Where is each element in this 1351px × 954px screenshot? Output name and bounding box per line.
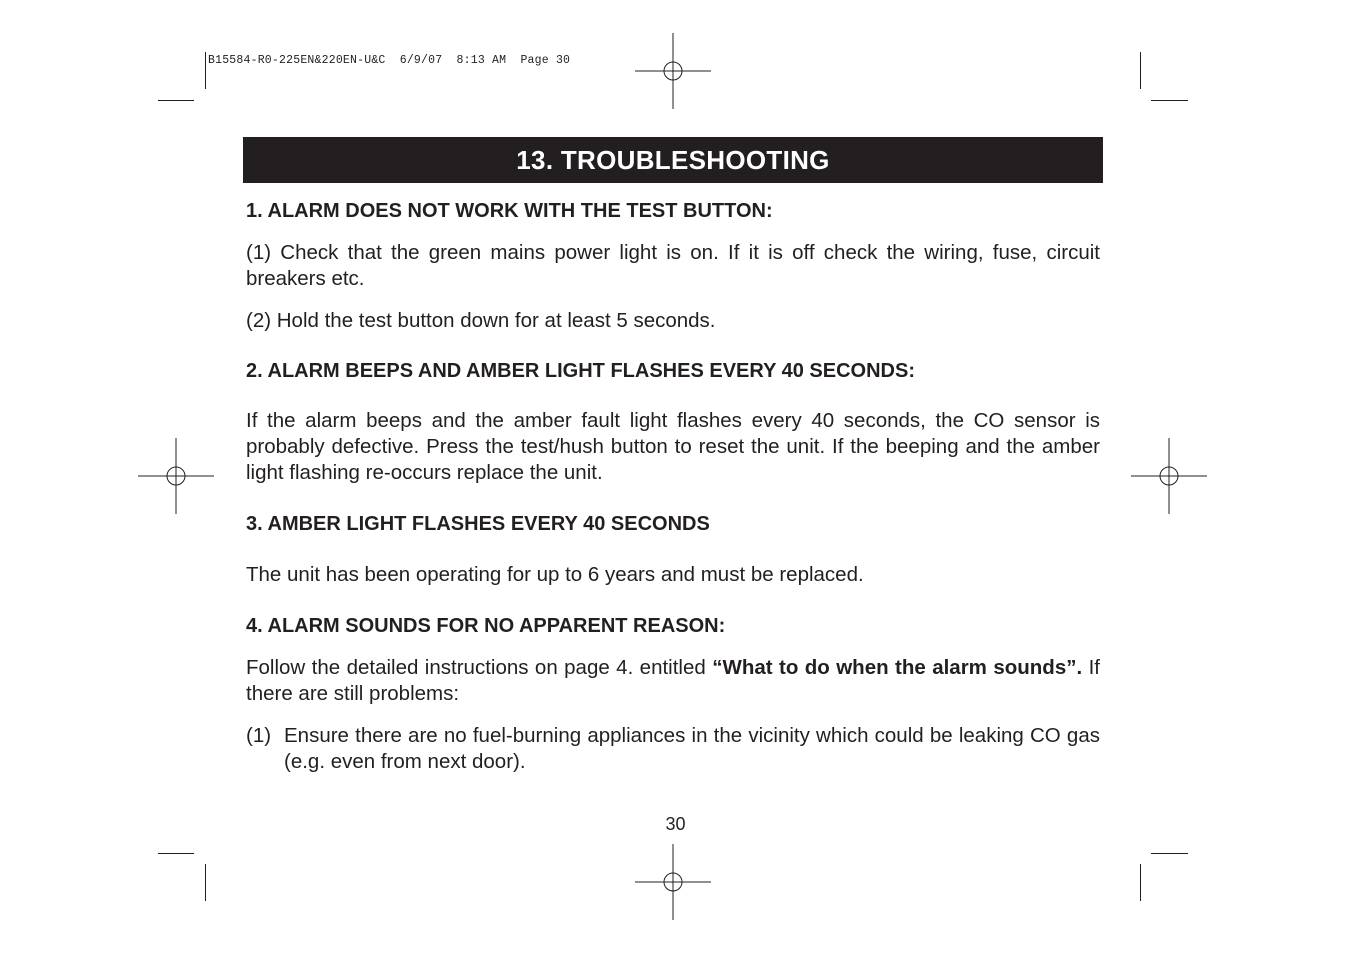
issue-1-step-1: (1) Check that the green mains power light is on. If it is off check the wiring, fuse, circuit breakers etc. bbox=[246, 241, 1100, 290]
issue-4-list-item-number: (1) bbox=[246, 724, 272, 747]
issue-1-step-2: (2) Hold the test button down for at least 5 seconds. bbox=[246, 309, 716, 332]
issue-4-heading: 4. ALARM SOUNDS FOR NO APPARENT REASON: bbox=[246, 615, 726, 637]
print-slug: B15584-R0-225EN&220EN-U&C 6/9/07 8:13 AM Page 30 bbox=[208, 54, 571, 67]
crop-mark-top-left-vertical bbox=[205, 52, 206, 89]
registration-mark-bottom bbox=[635, 844, 711, 920]
issue-4-text bbox=[246, 655, 1100, 707]
issue-4-list-item-text: Ensure there are no fuel-burning appliances in the vicinity which could be leaking CO gas (e.g. even from next door). bbox=[284, 724, 1100, 773]
issue-4-list-item bbox=[246, 723, 1100, 775]
crop-mark-top-right-horizontal bbox=[1151, 100, 1188, 101]
crop-mark-bottom-right-horizontal bbox=[1151, 853, 1188, 854]
issue-1-heading: 1. ALARM DOES NOT WORK WITH THE TEST BUTTON: bbox=[246, 200, 773, 222]
registration-mark-left bbox=[138, 438, 214, 514]
section-title-bar bbox=[243, 137, 1103, 183]
crop-mark-bottom-right-vertical bbox=[1140, 864, 1141, 901]
issue-3-text: The unit has been operating for up to 6 years and must be replaced. bbox=[246, 563, 864, 586]
registration-mark-top bbox=[635, 33, 711, 109]
page-number: 30 bbox=[665, 814, 686, 834]
issue-4-text-start: Follow the detailed instructions on page 4. entitled bbox=[246, 656, 713, 679]
crop-mark-bottom-left-horizontal bbox=[158, 853, 194, 854]
issue-4-text-end: If there are still problems: bbox=[246, 656, 1100, 705]
registration-mark-right bbox=[1131, 438, 1207, 514]
issue-2-text: If the alarm beeps and the amber fault light flashes every 40 seconds, the CO sensor is probably defective. Press the test/hush button to reset the unit. If the beeping and the amber light flashing re-occurs replace the unit. bbox=[246, 409, 1100, 484]
issue-4-text-emphasis: “What to do when the alarm sounds”. bbox=[712, 656, 1083, 679]
issue-3-heading: 3. AMBER LIGHT FLASHES EVERY 40 SECONDS bbox=[246, 513, 710, 535]
troubleshooting-content bbox=[246, 196, 1100, 775]
issue-2-heading: 2. ALARM BEEPS AND AMBER LIGHT FLASHES EVERY 40 SECONDS: bbox=[246, 360, 915, 382]
section-title: 13. TROUBLESHOOTING bbox=[516, 144, 830, 175]
crop-mark-top-right-vertical bbox=[1140, 52, 1141, 89]
crop-mark-top-left-horizontal bbox=[158, 100, 194, 101]
crop-mark-bottom-left-vertical bbox=[205, 864, 206, 901]
